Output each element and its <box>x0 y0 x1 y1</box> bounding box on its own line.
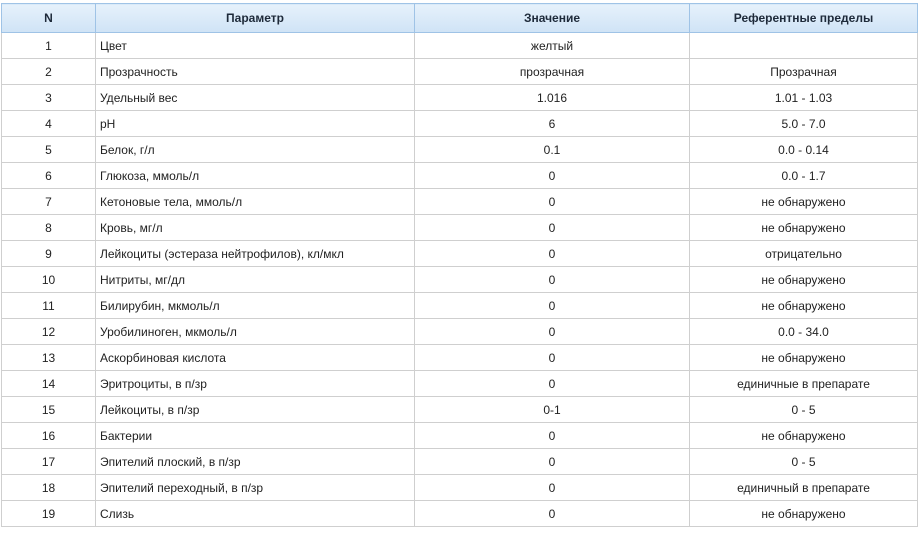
row-number: 2 <box>2 59 96 85</box>
reference-cell <box>690 33 918 59</box>
table-row <box>2 423 918 449</box>
table-row <box>2 137 918 163</box>
row-number: 12 <box>2 319 96 345</box>
header-param: Параметр <box>96 4 415 33</box>
value-cell: 0 <box>415 215 690 241</box>
reference-cell: 0 - 5 <box>690 449 918 475</box>
row-number: 17 <box>2 449 96 475</box>
parameter-cell: Глюкоза, ммоль/л <box>96 163 415 189</box>
value-cell: 0 <box>415 475 690 501</box>
row-number: 1 <box>2 33 96 59</box>
reference-cell: 5.0 - 7.0 <box>690 111 918 137</box>
parameter-cell: Лейкоциты, в п/зр <box>96 397 415 423</box>
row-number: 8 <box>2 215 96 241</box>
table-row <box>2 215 918 241</box>
table-body <box>2 33 918 527</box>
parameter-cell: Слизь <box>96 501 415 527</box>
parameter-cell: Билирубин, мкмоль/л <box>96 293 415 319</box>
parameter-cell: Эритроциты, в п/зр <box>96 371 415 397</box>
parameter-cell: Кровь, мг/л <box>96 215 415 241</box>
row-number: 13 <box>2 345 96 371</box>
row-number: 10 <box>2 267 96 293</box>
table-row <box>2 267 918 293</box>
parameter-cell: Уробилиноген, мкмоль/л <box>96 319 415 345</box>
parameter-cell: Прозрачность <box>96 59 415 85</box>
row-number: 5 <box>2 137 96 163</box>
reference-cell: отрицательно <box>690 241 918 267</box>
table-header <box>2 4 918 33</box>
value-cell: 0 <box>415 501 690 527</box>
value-cell: 0 <box>415 241 690 267</box>
row-number: 16 <box>2 423 96 449</box>
row-number: 3 <box>2 85 96 111</box>
reference-cell: 0.0 - 0.14 <box>690 137 918 163</box>
table-row <box>2 371 918 397</box>
parameter-cell: Нитриты, мг/дл <box>96 267 415 293</box>
table-row <box>2 293 918 319</box>
row-number: 9 <box>2 241 96 267</box>
reference-cell: не обнаружено <box>690 267 918 293</box>
header-ref: Референтные пределы <box>690 4 918 33</box>
urinalysis-results-table <box>1 3 918 527</box>
value-cell: 0 <box>415 267 690 293</box>
row-number: 14 <box>2 371 96 397</box>
table-row <box>2 189 918 215</box>
table-row <box>2 501 918 527</box>
parameter-cell: Эпителий переходный, в п/зр <box>96 475 415 501</box>
value-cell: 0 <box>415 319 690 345</box>
table-row <box>2 111 918 137</box>
table-row <box>2 449 918 475</box>
value-cell: 0 <box>415 371 690 397</box>
table-row <box>2 319 918 345</box>
parameter-cell: Бактерии <box>96 423 415 449</box>
table-row <box>2 33 918 59</box>
value-cell: 0.1 <box>415 137 690 163</box>
parameter-cell: Кетоновые тела, ммоль/л <box>96 189 415 215</box>
header-value: Значение <box>415 4 690 33</box>
header-row <box>2 4 918 33</box>
table-row <box>2 345 918 371</box>
parameter-cell: Аскорбиновая кислота <box>96 345 415 371</box>
parameter-cell: pH <box>96 111 415 137</box>
reference-cell: 0 - 5 <box>690 397 918 423</box>
parameter-cell: Цвет <box>96 33 415 59</box>
value-cell: 0-1 <box>415 397 690 423</box>
row-number: 6 <box>2 163 96 189</box>
parameter-cell: Лейкоциты (эстераза нейтрофилов), кл/мкл <box>96 241 415 267</box>
value-cell: 0 <box>415 163 690 189</box>
reference-cell: 0.0 - 34.0 <box>690 319 918 345</box>
reference-cell: не обнаружено <box>690 345 918 371</box>
reference-cell: единичный в препарате <box>690 475 918 501</box>
row-number: 19 <box>2 501 96 527</box>
reference-cell: не обнаружено <box>690 423 918 449</box>
reference-cell: единичные в препарате <box>690 371 918 397</box>
reference-cell: не обнаружено <box>690 501 918 527</box>
value-cell: 1.016 <box>415 85 690 111</box>
reference-cell: не обнаружено <box>690 215 918 241</box>
value-cell: 0 <box>415 345 690 371</box>
reference-cell: 0.0 - 1.7 <box>690 163 918 189</box>
parameter-cell: Белок, г/л <box>96 137 415 163</box>
table-row <box>2 163 918 189</box>
row-number: 7 <box>2 189 96 215</box>
row-number: 15 <box>2 397 96 423</box>
table-row <box>2 59 918 85</box>
value-cell: желтый <box>415 33 690 59</box>
row-number: 11 <box>2 293 96 319</box>
row-number: 4 <box>2 111 96 137</box>
row-number: 18 <box>2 475 96 501</box>
value-cell: прозрачная <box>415 59 690 85</box>
table-row <box>2 397 918 423</box>
table-row <box>2 85 918 111</box>
header-n: N <box>2 4 96 33</box>
value-cell: 0 <box>415 423 690 449</box>
reference-cell: не обнаружено <box>690 189 918 215</box>
parameter-cell: Эпителий плоский, в п/зр <box>96 449 415 475</box>
reference-cell: 1.01 - 1.03 <box>690 85 918 111</box>
reference-cell: Прозрачная <box>690 59 918 85</box>
table-row <box>2 241 918 267</box>
value-cell: 0 <box>415 449 690 475</box>
value-cell: 6 <box>415 111 690 137</box>
value-cell: 0 <box>415 189 690 215</box>
parameter-cell: Удельный вес <box>96 85 415 111</box>
reference-cell: не обнаружено <box>690 293 918 319</box>
value-cell: 0 <box>415 293 690 319</box>
table-row <box>2 475 918 501</box>
